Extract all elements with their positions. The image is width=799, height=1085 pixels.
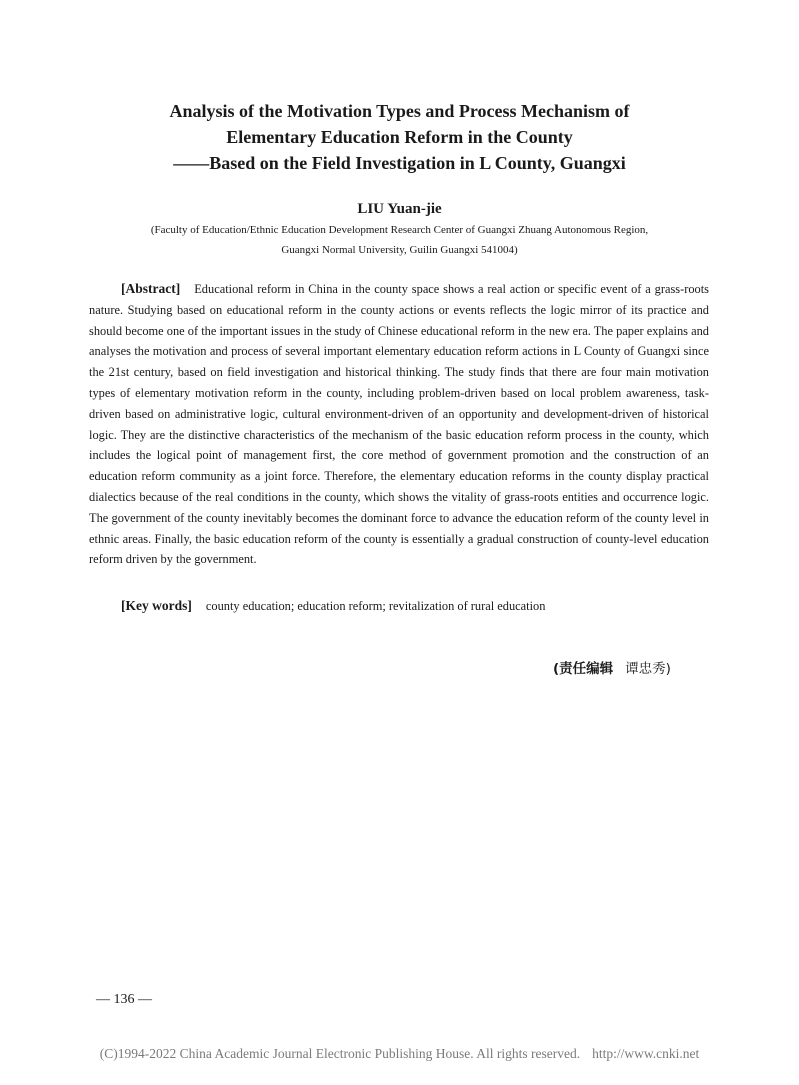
editor-label: (责任编辑: [553, 661, 614, 677]
editor-name: 谭忠秀): [625, 661, 671, 677]
abstract-paragraph: [89, 279, 709, 570]
copyright-footer: [0, 1044, 799, 1064]
keywords-text: county education; education reform; revitalization of rural education: [205, 599, 546, 613]
affiliation-line-1: (Faculty of Education/Ethnic Education Development Research Center of Guangxi Zhuang Autonomous Region,: [150, 224, 649, 236]
author-name: LIU Yuan-jie: [357, 201, 442, 217]
keywords-label: [Key words]: [121, 598, 192, 613]
affiliation-line-2: Guangxi Normal University, Guilin Guangxi 541004): [281, 244, 518, 256]
abstract-text: Educational reform in China in the county space shows a real action or specific event of a grass-roots nature. Studying based on educational reform in the county actions or events reflects the logic mirror of its practice and should become one of the important issues in the study of Chinese educational reform in the new era. The paper explains and analyses the motivation and process of several important elementary education reform actions in L County of Guangxi since the 21st century, based on field investigation and historical thinking. The study finds that there are four main motivation types of elementary motivation reform in the county, including problem-driven based on local problem awareness, task-driven based on administrative logic, cultural environment-driven of an opportunity and development-driven of historical logic. They are the distinctive characteristics of the mechanism of the basic education reform process in the county, which includes the logical point of management first, the core method of government promotion and the construction of an education reform community as a joint force. Therefore, the elementary education reforms in the county display practical dialectics because of the real conditions in the county, which shows the vitality of grass-roots entities and occurrence logic. The government of the county inevitably becomes the dominant force to advance the education reform of the county level in ethnic areas. Finally, the basic education reform of the county is essentially a gradual construction of county-level education reform driven by the government.: [89, 282, 709, 567]
responsible-editor: [553, 659, 671, 679]
cnki-url[interactable]: http://www.cnki.net: [592, 1046, 700, 1061]
title-line-2: Elementary Education Reform in the County: [226, 127, 573, 147]
title-line-3-subtitle: ——Based on the Field Investigation in L County, Guangxi: [173, 153, 626, 173]
copyright-text: (C)1994-2022 China Academic Journal Electronic Publishing House. All rights reserved.: [99, 1046, 581, 1061]
article-title: [0, 98, 799, 176]
keywords-line: [121, 596, 545, 616]
page-number: — 136 —: [96, 992, 152, 1007]
title-line-1: Analysis of the Motivation Types and Process Mechanism of: [169, 101, 630, 121]
author-affiliation: [0, 220, 799, 260]
abstract-label: [Abstract]: [121, 281, 181, 296]
